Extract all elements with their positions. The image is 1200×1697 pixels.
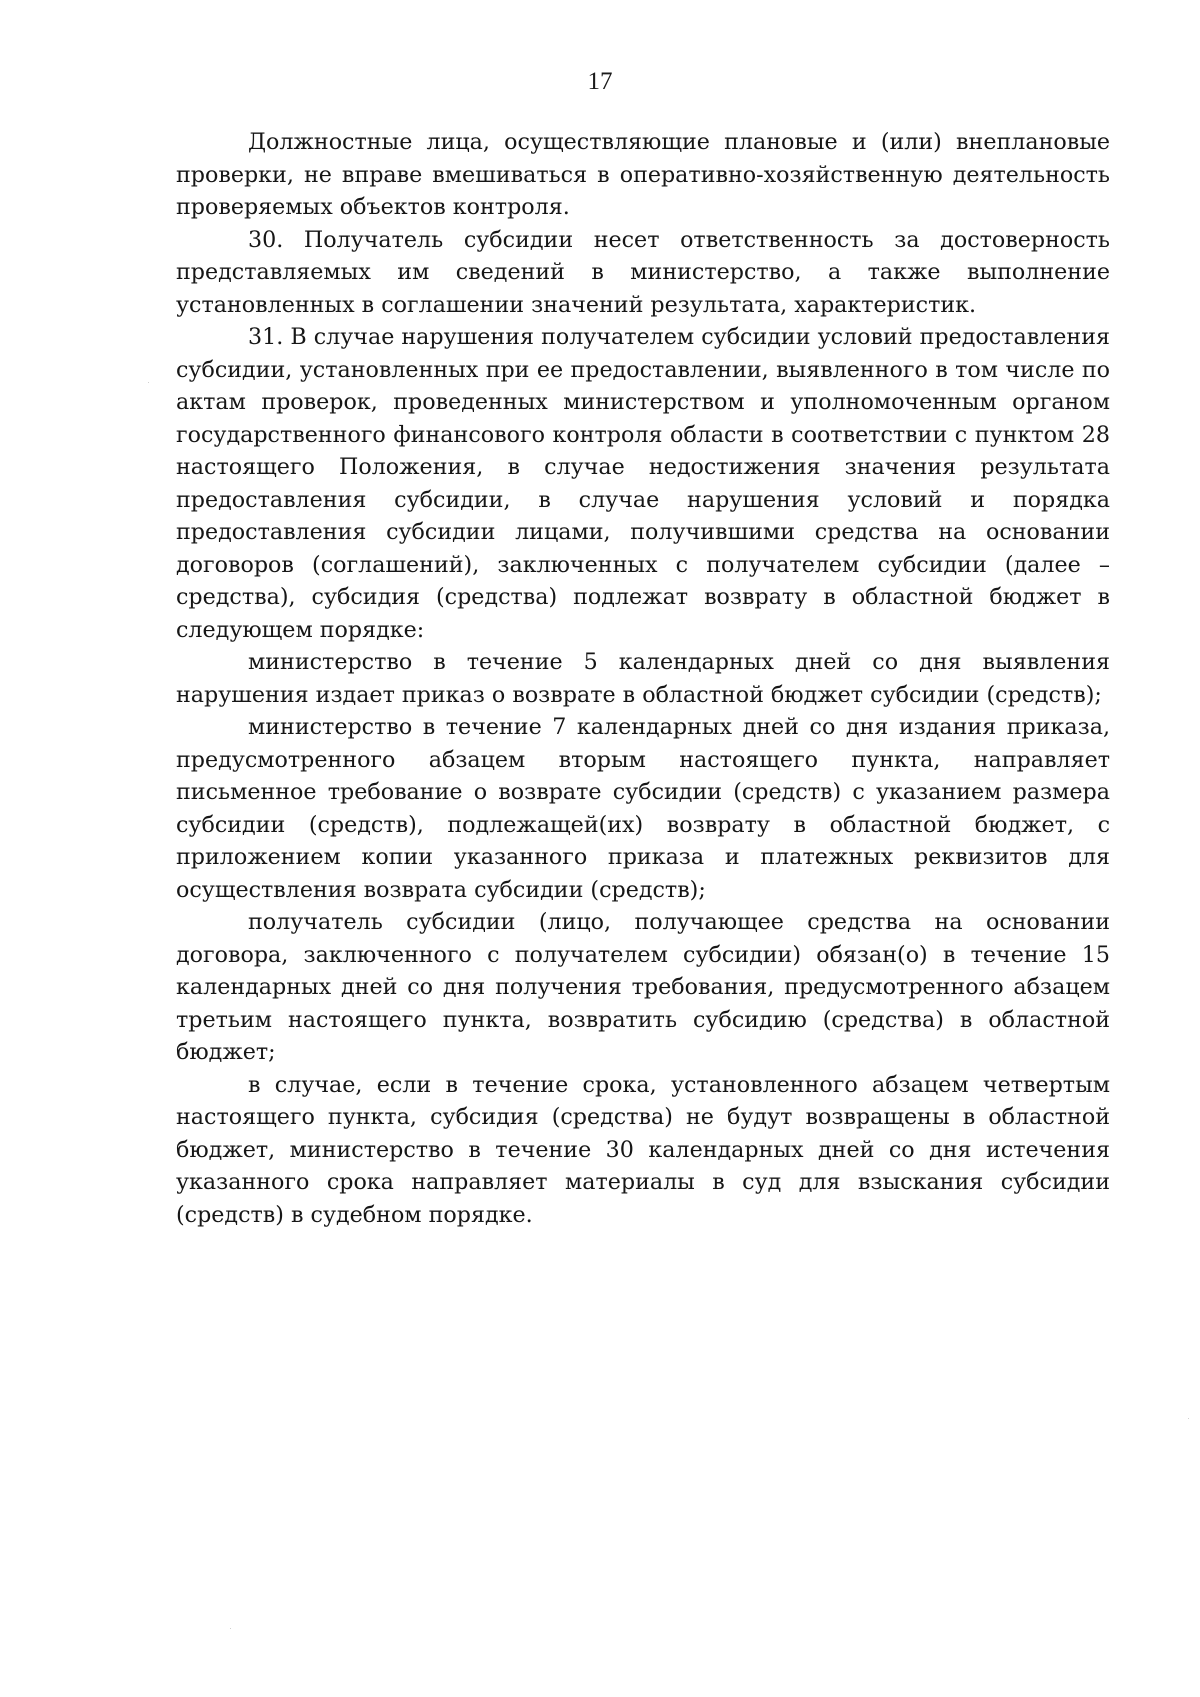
page-number: 17 xyxy=(587,68,613,95)
paragraph-recipient-obligation: получатель субсидии (лицо, получающее средства на основании договора, заключенного с получателем субсидии) обязан(о) в течение 15 календарных дней со дня получения требования, предусмотренного абзацем третьим настоящего пункта, возвратить субсидию (средства) в областной бюджет; xyxy=(176,909,1110,1065)
scan-artifact xyxy=(1188,1418,1189,1419)
paragraph-item-31: 31. В случае нарушения получателем субсидии условий предоставления субсидии, установленных при ее предоставлении, выявленного в том числе по актам проверок, проведенных министерством и уполномоченным органом государственного финансового контроля области в соответствии с пунктом 28 настоящего Положения, в случае недостижения значения результата предоставления субсидии, в случае нарушения условий и порядка предоставления субсидии лицами, получившими средства на основании договоров (соглашений), заключенных с получателем субсидии (далее – средства), субсидия (средства) подлежат возврату в областной бюджет в следующем порядке: xyxy=(176,324,1110,643)
paragraph-officials-inspections: Должностные лица, осуществляющие плановые и (или) внеплановые проверки, не вправе вмешиваться в оперативно-хозяйственную деятельность проверяемых объектов контроля. xyxy=(176,129,1110,220)
scan-artifact xyxy=(230,1628,231,1629)
paragraph-court-recovery: в случае, если в течение срока, установленного абзацем четвертым настоящего пункта, субсидия (средства) не будут возвращены в областной бюджет, министерство в течение 30 календарных дней со дня истечения указанного срока направляет материалы в суд для взыскания субсидии (средств) в судебном порядке. xyxy=(176,1071,1110,1228)
document-body xyxy=(176,126,1110,1231)
paragraph-item-30: 30. Получатель субсидии несет ответственность за достоверность представляемых им сведений в министерство, а также выполнение установленных в соглашении значений результата, характеристик. xyxy=(176,226,1110,318)
paragraph-ministry-order: министерство в течение 5 календарных дней со дня выявления нарушения издает приказ о возврате в областной бюджет субсидии (средств); xyxy=(176,649,1110,708)
scan-artifact xyxy=(148,382,149,383)
paragraph-ministry-requirement: министерство в течение 7 календарных дней со дня издания приказа, предусмотренного абзацем вторым настоящего пункта, направляет письменное требование о возврате субсидии (средств) с указанием размера субсидии (средств), подлежащей(их) возврату в областной бюджет, с приложением копии указанного приказа и платежных реквизитов для осуществления возврата субсидии (средств); xyxy=(176,714,1110,903)
